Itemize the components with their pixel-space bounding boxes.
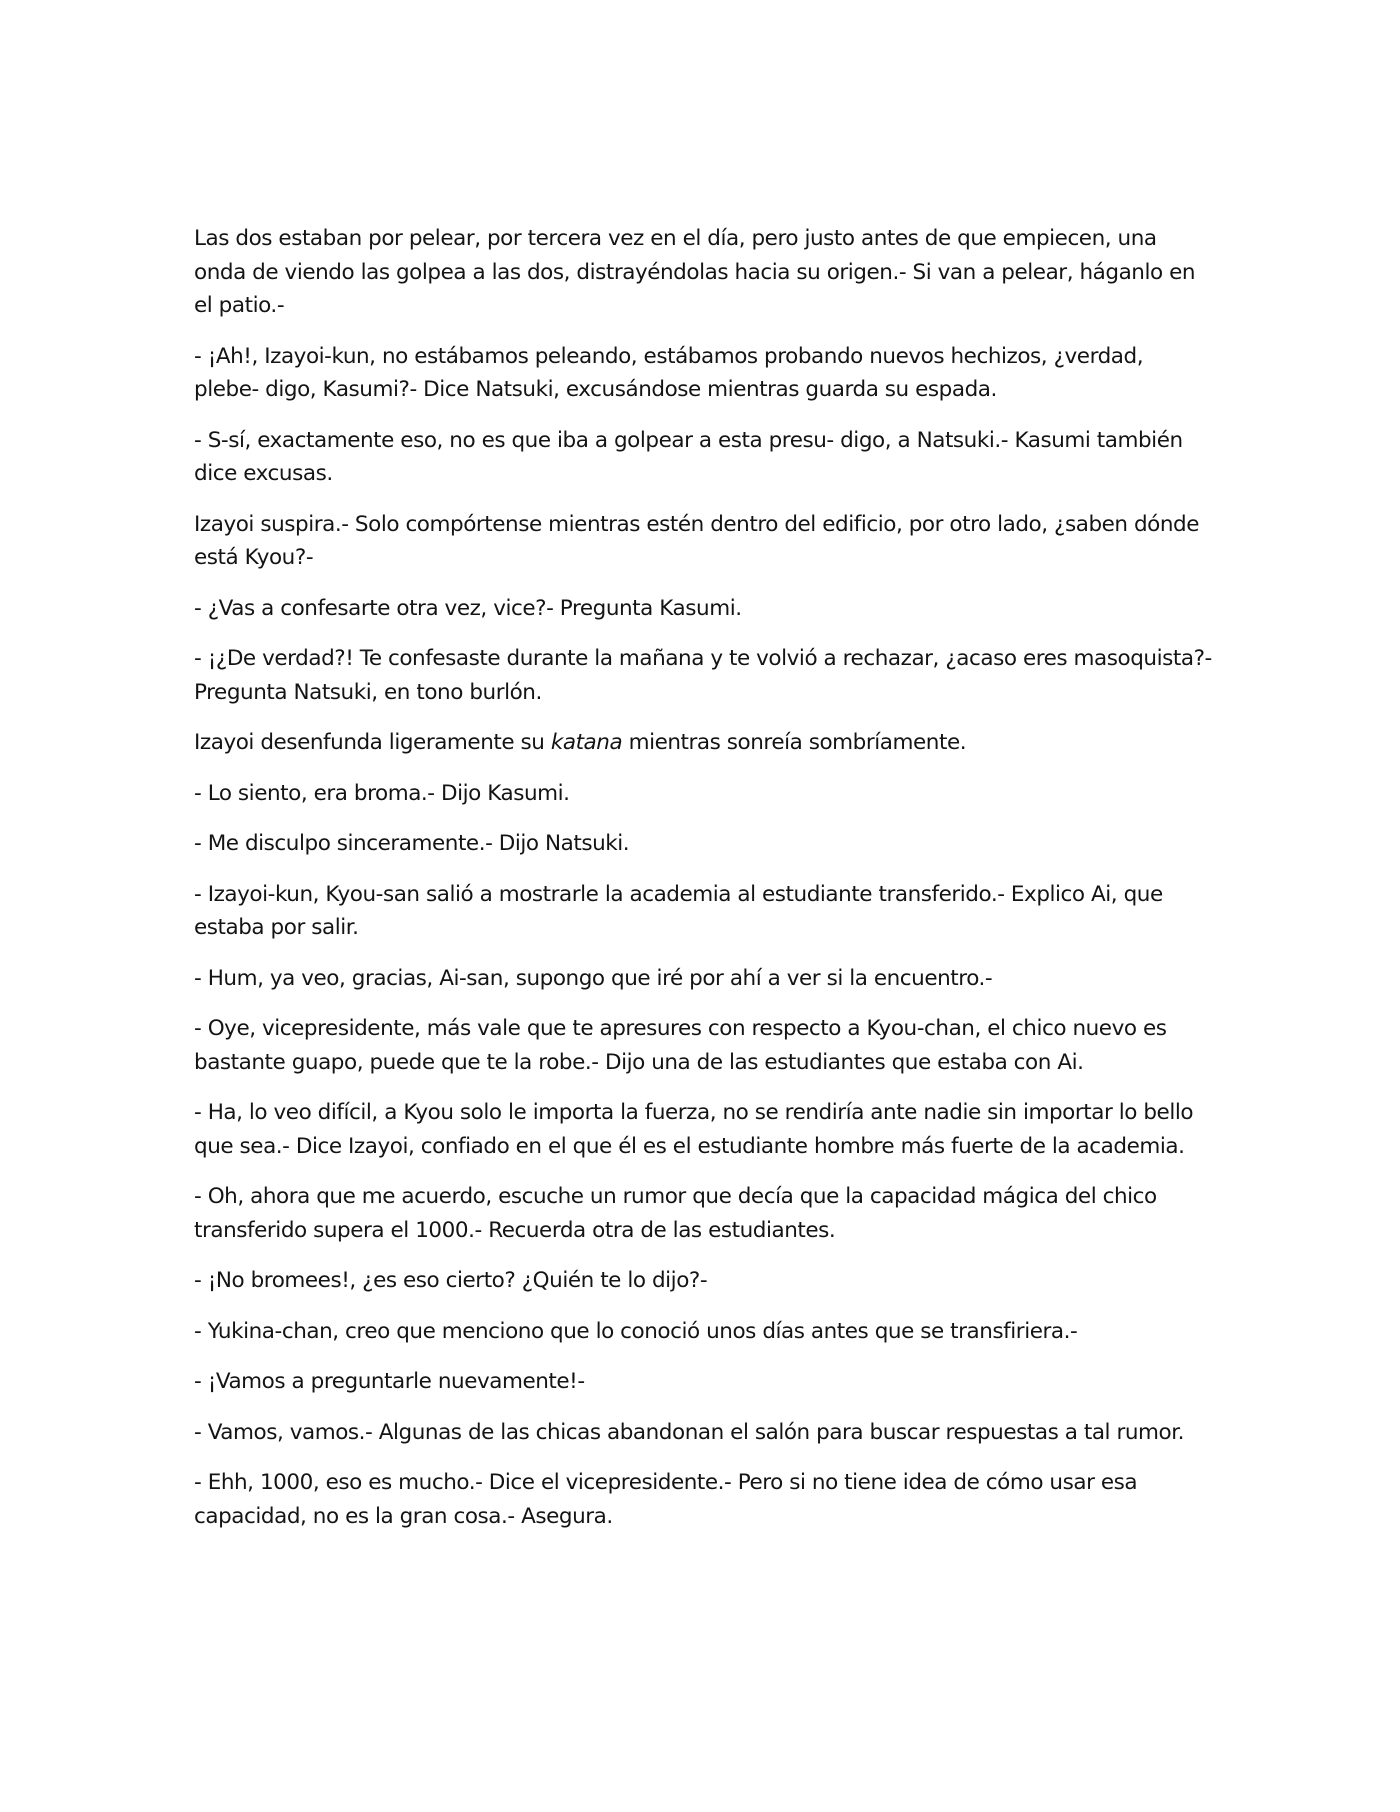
paragraph-1: Las dos estaban por pelear, por tercera vez en el día, pero justo antes de que empiecen, una onda de viendo las golpea a las dos, distrayéndolas hacia su origen.- Si van a pelear, háganlo en el patio.- [194,226,1196,318]
paragraph-7-before: Izayoi desenfunda ligeramente su [194,730,551,755]
paragraph-19: - Ehh, 1000, eso es mucho.- Dice el vicepresidente.- Pero si no tiene idea de cómo usar esa capacidad, no es la gran cosa.- Asegura. [194,1470,1138,1529]
paragraph-14: - Oh, ahora que me acuerdo, escuche un rumor que decía que la capacidad mágica del chico transferido supera el 1000.- Recuerda otra de las estudiantes. [194,1184,1157,1243]
paragraph-10: - Izayoi-kun, Kyou-san salió a mostrarle la academia al estudiante transferido.- Explico Ai, que estaba por salir. [194,881,1163,940]
paragraph-17: - ¡Vamos a preguntarle nuevamente!- [194,1369,585,1394]
paragraph-7-after: mientras sonreía sombríamente. [622,730,967,755]
paragraph-2: - ¡Ah!, Izayoi-kun, no estábamos peleando, estábamos probando nuevos hechizos, ¿verdad, plebe- digo, Kasumi?- Dice Natsuki, excusándose mientras guarda su espada. [194,343,1144,402]
paragraph-7 [194,726,1214,760]
paragraph-16: - Yukina-chan, creo que menciono que lo conoció unos días antes que se transfiriera.- [194,1318,1078,1344]
paragraph-3: - S-sí, exactamente eso, no es que iba a golpear a esta presu- digo, a Natsuki.- Kasumi también dice excusas. [194,427,1183,486]
paragraph-5: - ¿Vas a confesarte otra vez, vice?- Pregunta Kasumi. [194,595,742,621]
paragraph-18: - Vamos, vamos.- Algunas de las chicas abandonan el salón para buscar respuestas a tal rumor. [194,1419,1185,1445]
paragraph-6: - ¡¿De verdad?! Te confesaste durante la mañana y te volvió a rechazar, ¿acaso eres masoquista?- Pregunta Natsuki, en tono burlón. [194,646,1212,705]
document-body [194,222,1214,1550]
paragraph-4: Izayoi suspira.- Solo compórtense mientras estén dentro del edificio, por otro lado, ¿saben dónde está Kyou?- [194,511,1200,570]
paragraph-13: - Ha, lo veo difícil, a Kyou solo le importa la fuerza, no se rendiría ante nadie sin importar lo bello que sea.- Dice Izayoi, confiado en el que él es el estudiante hombre más fuerte de la academia. [194,1100,1194,1159]
paragraph-9: - Me disculpo sinceramente.- Dijo Natsuki. [194,831,630,856]
paragraph-12: - Oye, vicepresidente, más vale que te apresures con respecto a Kyou-chan, el chico nuevo es bastante guapo, puede que te la robe.- Dijo una de las estudiantes que estaba con Ai. [194,1016,1167,1075]
paragraph-11: - Hum, ya veo, gracias, Ai-san, supongo que iré por ahí a ver si la encuentro.- [194,965,993,991]
paragraph-7-emphasis: katana [550,730,623,755]
paragraph-8: - Lo siento, era broma.- Dijo Kasumi. [194,780,570,806]
paragraph-15: - ¡No bromees!, ¿es eso cierto? ¿Quién te lo dijo?- [194,1268,708,1293]
